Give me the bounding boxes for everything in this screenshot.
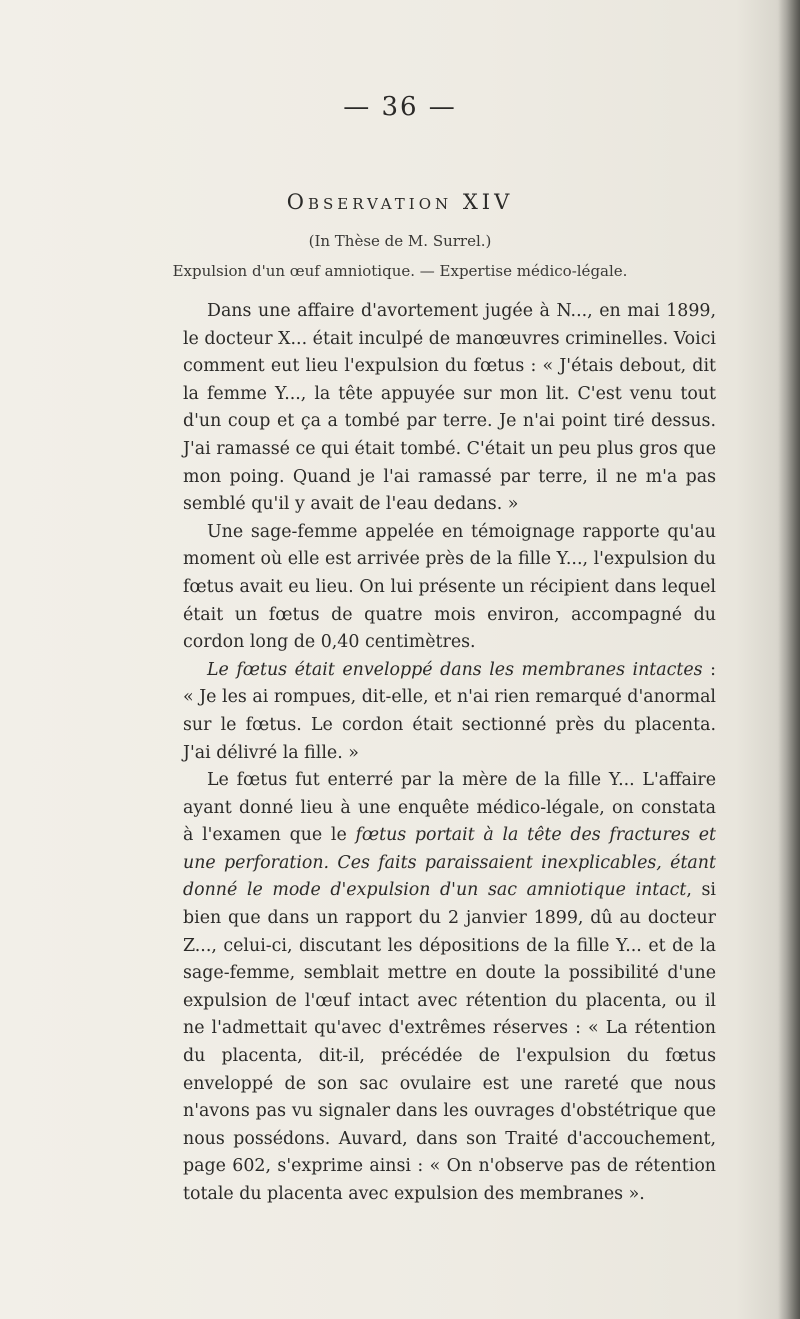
paragraph-1 <box>183 298 716 519</box>
page-number: — 36 — <box>343 92 457 122</box>
paragraph-4-text-b: , si bien que dans un rapport du 2 janvier 1899, dû au docteur Z..., celui-ci, discutant les dépositions de la fille Y... et de la sage-femme, semblait mettre en doute la possibilité d'une expulsion de l'œuf intact avec rétention du placenta, ou il ne l'admettait qu'avec d'extrêmes réserves : « La rétention du placenta, dit-il, précédée de l'expulsion du fœtus enveloppé de son sac ovulaire est une rareté que nous n'avons pas vu signaler dans les ouvrages d'obstétrique que nous possédons. Auvard, dans son Traité d'accouchement, page 602, s'exprime ainsi : « On n'observe pas de rétention totale du placenta avec expulsion des membranes ». <box>183 880 716 1204</box>
observation-subtitle: Expulsion d'un œuf amniotique. — Expertise médico-légale. <box>172 262 628 280</box>
paragraph-3 <box>183 657 716 767</box>
paragraph-2-text: Une sage-femme appelée en témoignage rapporte qu'au moment où elle est arrivée près de la fille Y..., l'expulsion du fœtus avait eu lieu. On lui présente un récipient dans lequel était un fœtus de quatre mois environ, accompagné du cordon long de 0,40 centimètres. <box>183 521 716 653</box>
source-citation: (In Thèse de M. Surrel.) <box>308 232 492 250</box>
paragraph-3-italic: Le fœtus était enveloppé dans les membranes intactes <box>207 659 703 680</box>
paragraph-2 <box>183 519 716 657</box>
observation-title: Observation XIV <box>286 190 514 214</box>
paragraph-4-italic: fœtus portait à la tête des fractures et une perforation. Ces faits paraissaient inexplicables, étant donné le mode d'expulsion d'un sac amniotique intact <box>183 825 716 901</box>
body-text <box>183 298 716 1209</box>
paragraph-4-text-a: Le fœtus fut enterré par la mère de la fille Y... L'affaire ayant donné lieu à une enquête médico-légale, on constata à l'examen que le <box>183 770 716 846</box>
paragraph-1-text: Dans une affaire d'avortement jugée à N..., en mai 1899, le docteur X... était inculpé de manœuvres criminelles. Voici comment eut lieu l'expulsion du fœtus : « J'étais debout, dit la femme Y..., la tête appuyée sur mon lit. C'est venu tout d'un coup et ça a tombé par terre. Je n'ai point tiré dessus. J'ai ramassé ce qui était tombé. C'était un peu plus gros que mon poing. Quand je l'ai ramassé par terre, il ne m'a pas semblé qu'il y avait de l'eau dedans. » <box>183 301 716 515</box>
paragraph-4 <box>183 767 716 1209</box>
paragraph-3-text: : « Je les ai rompues, dit-elle, et n'ai rien remarqué d'anormal sur le fœtus. Le cordon était sectionné près du placenta. J'ai délivré la fille. » <box>183 659 716 763</box>
